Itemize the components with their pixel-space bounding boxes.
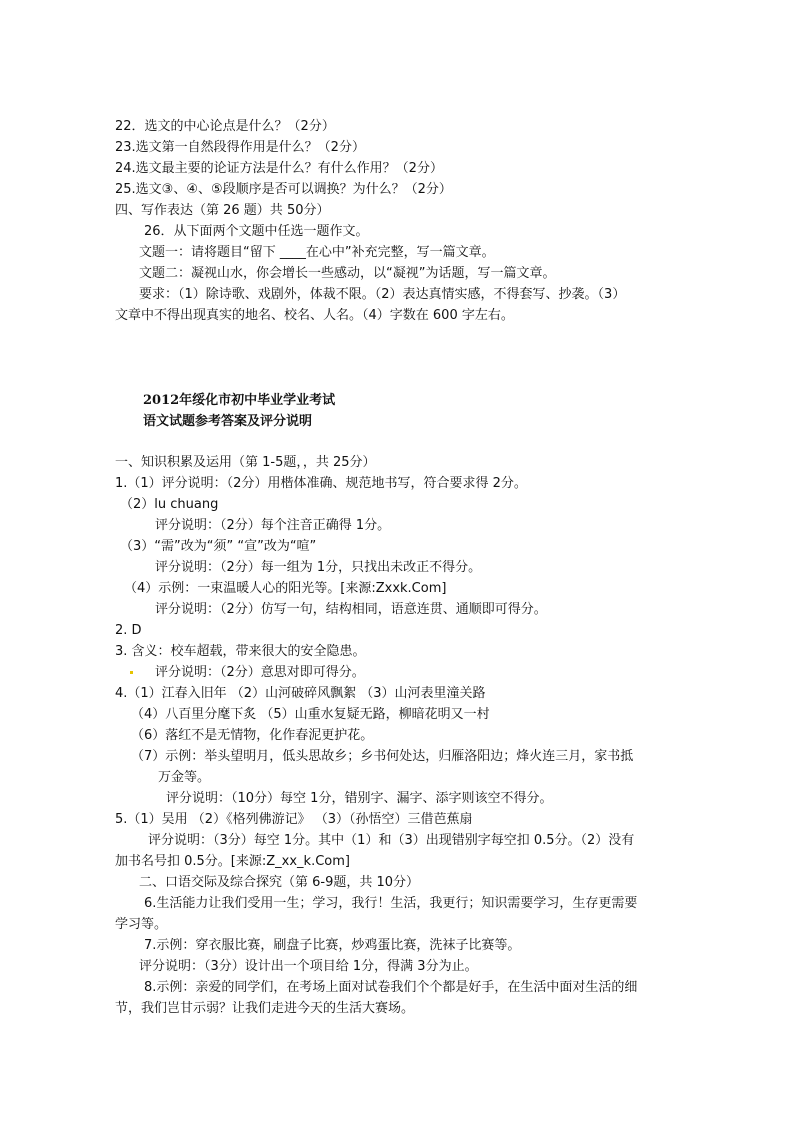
answer-5-scoring: 评分说明：（3分）每空 1分。其中（1）和（3）出现错别字每空扣 0.5分。（2）没有: [148, 833, 635, 848]
writing-requirements-cont: 文章中不得出现真实的地名、校名、人名。（4）字数在 600 字左右。: [115, 308, 514, 323]
answer-4-7-cont: 万金等。: [158, 770, 211, 785]
answer-8-cont: 节，我们岂甘示弱？让我们走进今天的生活大赛场。: [115, 1001, 415, 1016]
answer-5-scoring-cont: 加书名号扣 0.5分。[来源:Z_xx_k.Com]: [115, 854, 350, 869]
answer-2: 2. D: [115, 623, 142, 638]
answer-1-2-scoring: 评分说明：（2分）每个注音正确得 1分。: [155, 518, 391, 533]
question-25: 25.选文③、④、⑤段顺序是否可以调换？为什么？（2分）: [115, 182, 452, 197]
answer-1-3-scoring: 评分说明：（2分）每一组为 1分，只找出未改正不得分。: [155, 560, 482, 575]
answer-4-1: 4.（1）江春入旧年 （2）山河破碎风飘絮 （3）山河表里潼关路: [115, 686, 486, 701]
answer-1-1: 1.（1）评分说明：（2分）用楷体准确、规范地书写，符合要求得 2分。: [115, 476, 527, 491]
answer-1-4: （4）示例：一束温暖人心的阳光等。[来源:Zxxk.Com]: [124, 581, 447, 596]
answer-7-scoring: 评分说明：（3分）设计出一个项目给 1分，得满 3分为止。: [139, 959, 478, 974]
marker-dot: [130, 671, 133, 674]
answer-3-scoring: 评分说明：（2分）意思对即可得分。: [155, 665, 365, 680]
answer-7: 7.示例：穿衣服比赛，刷盘子比赛，炒鸡蛋比赛，洗袜子比赛等。: [144, 938, 521, 953]
writing-heading: 四、写作表达（第 26 题）共 50分）: [115, 203, 330, 218]
answer-subtitle: 语文试题参考答案及评分说明: [143, 414, 313, 429]
answer-5: 5.（1）吴用 （2）《格列佛游记》 （3）（孙悟空）三借芭蕉扇: [115, 812, 473, 827]
answer-1-2: （2）lu chuang: [120, 497, 219, 512]
answer-1-4-scoring: 评分说明：（2分）仿写一句，结构相同，语意连贯、通顺即可得分。: [155, 602, 547, 617]
question-22: 22．选文的中心论点是什么？（2分）: [115, 119, 335, 134]
section-2-heading: 二、口语交际及综合探究（第 6-9题，共 10分）: [139, 875, 420, 890]
answer-8: 8.示例：亲爱的同学们，在考场上面对试卷我们个个都是好手，在生活中面对生活的细: [144, 980, 638, 995]
answer-1-3: （3）“需”改为“须” “宣”改为“喧”: [120, 539, 317, 554]
answer-4-4: （4）八百里分麾下炙 （5）山重水复疑无路，柳暗花明又一村: [131, 707, 490, 722]
writing-topic-2: 文题二：凝视山水，你会增长一些感动，以“凝视”为话题，写一篇文章。: [139, 266, 556, 281]
writing-requirements: 要求：（1）除诗歌、戏剧外，体裁不限。（2）表达真情实感，不得套写、抄袭。（3）: [139, 287, 626, 302]
answer-6: 6.生活能力让我们受用一生；学习，我行！生活，我更行；知识需要学习，生存更需要: [144, 896, 638, 911]
question-26: 26．从下面两个文题中任选一题作文。: [144, 224, 369, 239]
answer-3: 3. 含义：校车超载，带来很大的安全隐患。: [115, 644, 366, 659]
writing-topic-1: 文题一：请将题目“留下 ____在心中”补充完整，写一篇文章。: [139, 245, 495, 260]
answer-4-7: （7）示例：举头望明月，低头思故乡；乡书何处达，归雁洛阳边；烽火连三月，家书抵: [131, 749, 634, 764]
question-23: 23.选文第一自然段得作用是什么？（2分）: [115, 140, 365, 155]
answer-title: 2012年绥化市初中毕业学业考试: [143, 393, 336, 408]
answer-6-cont: 学习等。: [115, 917, 168, 932]
section-1-heading: 一、知识积累及运用（第 1-5题，，共 25分）: [115, 455, 376, 470]
answer-4-scoring: 评分说明：（10分）每空 1分，错别字、漏字、添字则该空不得分。: [166, 791, 553, 806]
answer-4-6: （6）落红不是无情物，化作春泥更护花。: [131, 728, 374, 743]
question-24: 24.选文最主要的论证方法是什么？有什么作用？（2分）: [115, 161, 443, 176]
